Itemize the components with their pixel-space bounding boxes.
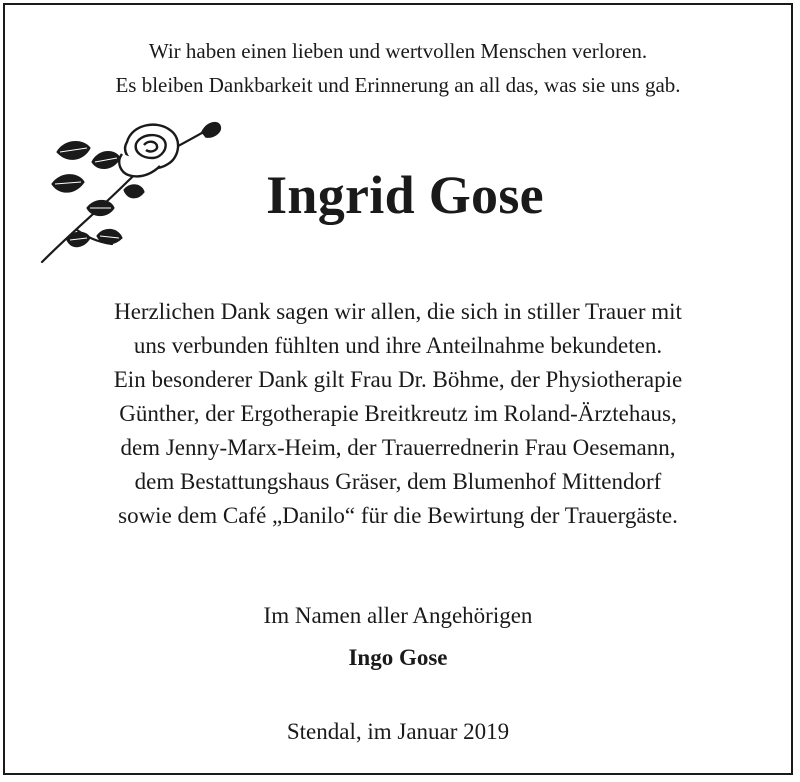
intro-line-1: Wir haben einen lieben und wertvollen Menschen verloren. [148,39,648,63]
intro-line-2: Es bleiben Dankbarkeit und Erinnerung an all das, was sie uns gab. [115,73,681,97]
obituary-card [3,3,793,775]
thanks-line: Ein besonderer Dank gilt Frau Dr. Böhme, der Physiotherapie [113,367,683,392]
thanks-line: dem Jenny-Marx-Heim, der Trauerrednerin Frau Oesemann, [120,435,676,460]
thanks-line: Herzlichen Dank sagen wir allen, die sich in stiller Trauer mit [114,299,682,324]
thanks-line: Günther, der Ergotherapie Breitkreutz im Roland-Ärztehaus, [119,401,677,426]
place-date: Stendal, im Januar 2019 [286,719,510,744]
thanks-paragraph [5,295,791,533]
thanks-line: dem Bestattungshaus Gräser, dem Blumenhof Mittendorf [134,469,662,494]
thanks-line: sowie dem Café „Danilo“ für die Bewirtung der Trauergäste. [118,503,678,528]
signature-name: Ingo Gose [348,645,448,670]
thanks-line: uns verbunden fühlten und ihre Anteilnahme bekundeten. [133,333,663,358]
deceased-name: Ingrid Gose [266,165,544,225]
signature-intro: Im Namen aller Angehörigen [263,603,533,628]
rose-icon [32,112,227,267]
